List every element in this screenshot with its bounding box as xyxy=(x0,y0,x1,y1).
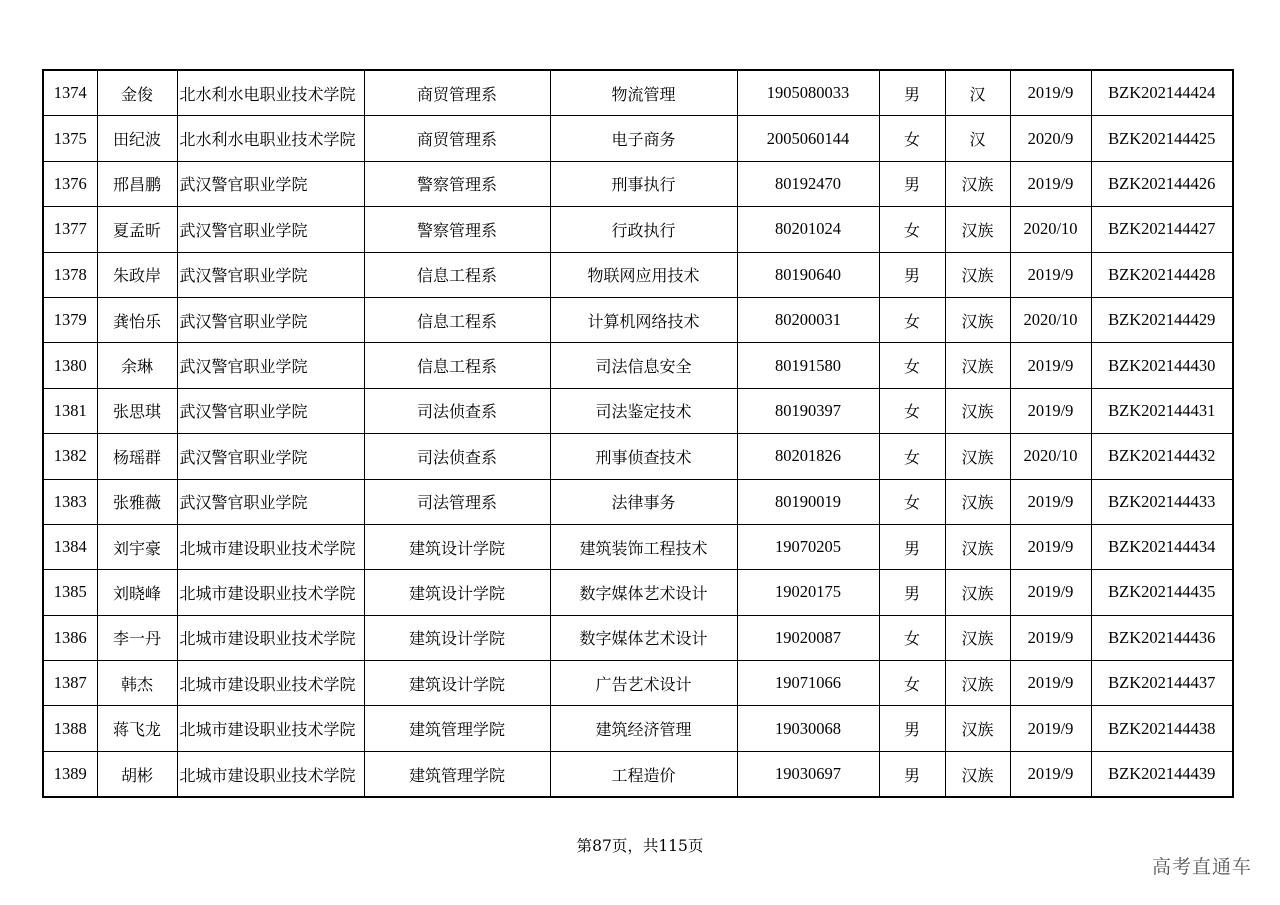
watermark-logo: 高考直通车 xyxy=(1151,856,1252,878)
cell-seq: 1379 xyxy=(43,297,97,342)
cell-enrolled: 2019/9 xyxy=(1010,161,1091,206)
cell-major: 建筑经济管理 xyxy=(550,706,737,751)
cell-seq: 1381 xyxy=(43,388,97,433)
cell-school: 北城市建设职业技术学院 xyxy=(177,524,364,569)
cell-school: 北城市建设职业技术学院 xyxy=(177,706,364,751)
cell-gender: 男 xyxy=(879,70,945,116)
cell-student-id: 80192470 xyxy=(737,161,879,206)
cell-name: 朱政岸 xyxy=(97,252,177,297)
cell-department: 商贸管理系 xyxy=(364,70,550,116)
cell-enrolled: 2019/9 xyxy=(1010,479,1091,524)
cell-ethnicity: 汉族 xyxy=(945,388,1010,433)
cell-enrolled: 2019/9 xyxy=(1010,706,1091,751)
cell-ethnicity: 汉族 xyxy=(945,161,1010,206)
cell-school: 武汉警官职业学院 xyxy=(177,161,364,206)
cell-cert-no: BZK202144435 xyxy=(1091,570,1233,615)
cell-cert-no: BZK202144439 xyxy=(1091,751,1233,797)
table-row xyxy=(43,434,1233,479)
cell-seq: 1376 xyxy=(43,161,97,206)
cell-seq: 1380 xyxy=(43,343,97,388)
cell-ethnicity: 汉族 xyxy=(945,615,1010,660)
cell-cert-no: BZK202144429 xyxy=(1091,297,1233,342)
table-row xyxy=(43,479,1233,524)
cell-school: 武汉警官职业学院 xyxy=(177,343,364,388)
cell-student-id: 2005060144 xyxy=(737,116,879,161)
cell-student-id: 80201024 xyxy=(737,207,879,252)
roster-body xyxy=(43,70,1233,797)
table-row xyxy=(43,706,1233,751)
cell-department: 警察管理系 xyxy=(364,207,550,252)
table-row xyxy=(43,252,1233,297)
cell-major: 电子商务 xyxy=(550,116,737,161)
cell-school: 北城市建设职业技术学院 xyxy=(177,751,364,797)
table-row xyxy=(43,161,1233,206)
cell-school: 武汉警官职业学院 xyxy=(177,297,364,342)
table-row xyxy=(43,751,1233,797)
cell-major: 司法信息安全 xyxy=(550,343,737,388)
cell-enrolled: 2020/10 xyxy=(1010,434,1091,479)
cell-gender: 男 xyxy=(879,706,945,751)
cell-enrolled: 2019/9 xyxy=(1010,252,1091,297)
cell-department: 建筑管理学院 xyxy=(364,751,550,797)
table-row xyxy=(43,207,1233,252)
table-row xyxy=(43,570,1233,615)
cell-seq: 1387 xyxy=(43,661,97,706)
cell-major: 工程造价 xyxy=(550,751,737,797)
cell-student-id: 80200031 xyxy=(737,297,879,342)
cell-seq: 1386 xyxy=(43,615,97,660)
cell-student-id: 19071066 xyxy=(737,661,879,706)
cell-cert-no: BZK202144437 xyxy=(1091,661,1233,706)
cell-student-id: 80190019 xyxy=(737,479,879,524)
cell-department: 建筑管理学院 xyxy=(364,706,550,751)
cell-gender: 女 xyxy=(879,297,945,342)
cell-student-id: 19070205 xyxy=(737,524,879,569)
cell-name: 李一丹 xyxy=(97,615,177,660)
cell-ethnicity: 汉族 xyxy=(945,706,1010,751)
cell-department: 信息工程系 xyxy=(364,297,550,342)
cell-cert-no: BZK202144431 xyxy=(1091,388,1233,433)
cell-cert-no: BZK202144430 xyxy=(1091,343,1233,388)
cell-gender: 女 xyxy=(879,207,945,252)
cell-enrolled: 2019/9 xyxy=(1010,70,1091,116)
cell-department: 建筑设计学院 xyxy=(364,570,550,615)
cell-seq: 1378 xyxy=(43,252,97,297)
cell-name: 田纪波 xyxy=(97,116,177,161)
cell-student-id: 80191580 xyxy=(737,343,879,388)
cell-department: 司法侦查系 xyxy=(364,434,550,479)
cell-name: 夏孟昕 xyxy=(97,207,177,252)
cell-enrolled: 2019/9 xyxy=(1010,524,1091,569)
table-row xyxy=(43,297,1233,342)
cell-ethnicity: 汉 xyxy=(945,116,1010,161)
cell-ethnicity: 汉族 xyxy=(945,252,1010,297)
cell-cert-no: BZK202144427 xyxy=(1091,207,1233,252)
cell-school: 北城市建设职业技术学院 xyxy=(177,661,364,706)
cell-major: 行政执行 xyxy=(550,207,737,252)
cell-enrolled: 2020/9 xyxy=(1010,116,1091,161)
cell-gender: 男 xyxy=(879,570,945,615)
cell-major: 数字媒体艺术设计 xyxy=(550,570,737,615)
cell-student-id: 80190640 xyxy=(737,252,879,297)
cell-school: 武汉警官职业学院 xyxy=(177,388,364,433)
cell-enrolled: 2019/9 xyxy=(1010,570,1091,615)
cell-cert-no: BZK202144428 xyxy=(1091,252,1233,297)
cell-cert-no: BZK202144434 xyxy=(1091,524,1233,569)
cell-ethnicity: 汉族 xyxy=(945,297,1010,342)
cell-ethnicity: 汉族 xyxy=(945,479,1010,524)
cell-student-id: 80201826 xyxy=(737,434,879,479)
cell-name: 龚怡乐 xyxy=(97,297,177,342)
cell-seq: 1383 xyxy=(43,479,97,524)
cell-gender: 女 xyxy=(879,434,945,479)
table-row xyxy=(43,388,1233,433)
cell-seq: 1375 xyxy=(43,116,97,161)
cell-enrolled: 2020/10 xyxy=(1010,207,1091,252)
cell-major: 建筑装饰工程技术 xyxy=(550,524,737,569)
cell-major: 物流管理 xyxy=(550,70,737,116)
cell-ethnicity: 汉族 xyxy=(945,343,1010,388)
cell-gender: 女 xyxy=(879,388,945,433)
cell-enrolled: 2019/9 xyxy=(1010,388,1091,433)
cell-enrolled: 2020/10 xyxy=(1010,297,1091,342)
cell-school: 武汉警官职业学院 xyxy=(177,207,364,252)
cell-cert-no: BZK202144438 xyxy=(1091,706,1233,751)
cell-major: 法律事务 xyxy=(550,479,737,524)
cell-student-id: 19030068 xyxy=(737,706,879,751)
cell-gender: 女 xyxy=(879,479,945,524)
cell-enrolled: 2019/9 xyxy=(1010,661,1091,706)
cell-gender: 女 xyxy=(879,615,945,660)
cell-cert-no: BZK202144425 xyxy=(1091,116,1233,161)
cell-department: 建筑设计学院 xyxy=(364,524,550,569)
cell-ethnicity: 汉族 xyxy=(945,570,1010,615)
cell-seq: 1384 xyxy=(43,524,97,569)
cell-name: 张思琪 xyxy=(97,388,177,433)
cell-name: 张雅薇 xyxy=(97,479,177,524)
cell-department: 司法侦查系 xyxy=(364,388,550,433)
cell-gender: 男 xyxy=(879,524,945,569)
cell-school: 北水利水电职业技术学院 xyxy=(177,116,364,161)
cell-student-id: 19030697 xyxy=(737,751,879,797)
cell-student-id: 80190397 xyxy=(737,388,879,433)
table-row xyxy=(43,615,1233,660)
cell-seq: 1389 xyxy=(43,751,97,797)
cell-name: 邢昌鹏 xyxy=(97,161,177,206)
cell-name: 胡彬 xyxy=(97,751,177,797)
cell-gender: 男 xyxy=(879,161,945,206)
cell-gender: 男 xyxy=(879,751,945,797)
cell-major: 刑事执行 xyxy=(550,161,737,206)
cell-school: 北城市建设职业技术学院 xyxy=(177,615,364,660)
table-row xyxy=(43,70,1233,116)
cell-major: 刑事侦查技术 xyxy=(550,434,737,479)
cell-ethnicity: 汉族 xyxy=(945,434,1010,479)
cell-gender: 女 xyxy=(879,661,945,706)
cell-ethnicity: 汉族 xyxy=(945,207,1010,252)
cell-name: 刘晓峰 xyxy=(97,570,177,615)
cell-department: 信息工程系 xyxy=(364,252,550,297)
cell-enrolled: 2019/9 xyxy=(1010,343,1091,388)
cell-enrolled: 2019/9 xyxy=(1010,751,1091,797)
cell-school: 北水利水电职业技术学院 xyxy=(177,70,364,116)
cell-seq: 1385 xyxy=(43,570,97,615)
cell-seq: 1388 xyxy=(43,706,97,751)
cell-school: 武汉警官职业学院 xyxy=(177,252,364,297)
table-row xyxy=(43,524,1233,569)
cell-school: 北城市建设职业技术学院 xyxy=(177,570,364,615)
cell-seq: 1382 xyxy=(43,434,97,479)
cell-major: 数字媒体艺术设计 xyxy=(550,615,737,660)
cell-seq: 1374 xyxy=(43,70,97,116)
table-row xyxy=(43,343,1233,388)
cell-name: 余琳 xyxy=(97,343,177,388)
cell-cert-no: BZK202144433 xyxy=(1091,479,1233,524)
cell-enrolled: 2019/9 xyxy=(1010,615,1091,660)
table-row xyxy=(43,116,1233,161)
cell-ethnicity: 汉族 xyxy=(945,661,1010,706)
cell-student-id: 19020175 xyxy=(737,570,879,615)
cell-department: 司法管理系 xyxy=(364,479,550,524)
cell-gender: 女 xyxy=(879,116,945,161)
cell-name: 蒋飞龙 xyxy=(97,706,177,751)
cell-ethnicity: 汉 xyxy=(945,70,1010,116)
cell-school: 武汉警官职业学院 xyxy=(177,479,364,524)
cell-name: 杨瑶群 xyxy=(97,434,177,479)
cell-major: 物联网应用技术 xyxy=(550,252,737,297)
cell-name: 刘宇豪 xyxy=(97,524,177,569)
student-roster-table xyxy=(42,69,1234,798)
cell-cert-no: BZK202144426 xyxy=(1091,161,1233,206)
cell-major: 司法鉴定技术 xyxy=(550,388,737,433)
cell-cert-no: BZK202144432 xyxy=(1091,434,1233,479)
cell-department: 建筑设计学院 xyxy=(364,615,550,660)
cell-cert-no: BZK202144424 xyxy=(1091,70,1233,116)
cell-gender: 女 xyxy=(879,343,945,388)
cell-department: 商贸管理系 xyxy=(364,116,550,161)
cell-school: 武汉警官职业学院 xyxy=(177,434,364,479)
cell-ethnicity: 汉族 xyxy=(945,524,1010,569)
cell-department: 信息工程系 xyxy=(364,343,550,388)
cell-cert-no: BZK202144436 xyxy=(1091,615,1233,660)
cell-department: 建筑设计学院 xyxy=(364,661,550,706)
cell-student-id: 19020087 xyxy=(737,615,879,660)
cell-ethnicity: 汉族 xyxy=(945,751,1010,797)
cell-name: 金俊 xyxy=(97,70,177,116)
page-footer: 第87页，共115页 xyxy=(576,837,704,855)
cell-name: 韩杰 xyxy=(97,661,177,706)
cell-major: 计算机网络技术 xyxy=(550,297,737,342)
cell-student-id: 1905080033 xyxy=(737,70,879,116)
cell-gender: 男 xyxy=(879,252,945,297)
cell-seq: 1377 xyxy=(43,207,97,252)
cell-department: 警察管理系 xyxy=(364,161,550,206)
cell-major: 广告艺术设计 xyxy=(550,661,737,706)
table-row xyxy=(43,661,1233,706)
